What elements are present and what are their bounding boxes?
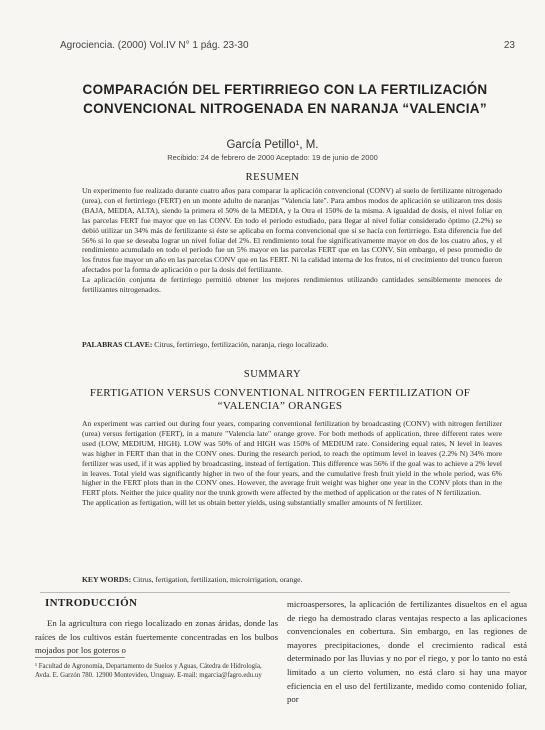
palabras-clave-label: PALABRAS CLAVE:: [82, 340, 153, 349]
summary-paragraph: An experiment was carried out during four years, comparing conventional fertilization by broadcasting (CONV) with nitrogen fertilizer (urea) versus fertigation (FERT), in a mature "Valencia late" orange grove. For both methods of application, three different rates were used (LOW, MEDIUM, HIGH). LOW was 50% of and HIGH was 150% of MEDIUM rate. Considering equal rates, N level in leaves was higher in FERT than that in the CONV ones. During the research period, to reach the optimum level in leaves (2.2% N) 34% more fertilizer was used, if it was applied by broadcasting, instead of fertigation. This difference was 56% if the goal was to achieve a 2% level in leaves. Total yield was significantly higher in two of the four years, and the cumulative fresh fruit yield in the whole period, was 6% higher in the FERT plots than in the CONV ones. However, the average fruit weight was higher one year in the CONV plots than in the FERT plots. Neither the juice quality nor the trunk growth were affected by the method of application or the rates of N fertilization.: [82, 419, 502, 498]
key-words: [82, 575, 502, 584]
author: García Petillo¹, M.: [226, 139, 319, 151]
article-title: [40, 80, 530, 118]
received-dates: Recibido: 24 de febrero de 2000 Aceptado: 19 de junio de 2000: [167, 153, 378, 162]
summary-title-line-1: FERTIGATION VERSUS CONVENTIONAL NITROGEN FERTILIZATION OF: [89, 387, 471, 399]
resumen-paragraph: Un experimento fue realizado durante cuatro años para comparar la aplicación convencional (CONV) al suelo de fertilizante nitrogenado (urea), con el fertirriego (FERT) en un monte adulto de naranjas "Valencia late". Para ambos modos de aplicación se utilizaron tres dosis (BAJA, MEDIA, ALTA), siendo la primera el 50% de la MEDIA, y la Otra el 150% de la misma. A igualdad de dosis, el nivel foliar en las parcelas FERT fue mayor que en las CONV. En todo el período estudiado, para llegar al nivel foliar considerado óptimo (2.2%) se debió utilizar un 34% más de fertilizante si éste se aplicaba en forma convencional que si se hacía con fertirriego. Esta diferencia fue del 56% si lo que se deseaba lograr un nivel foliar del 2%. El rendimiento total fue significativamente mayor en dos de los cuatro años, y el rendimiento acumulado en todo el período fue un 5% mayor en las parcelas FERT que en las CONV. Sin embargo, el peso promedio de los frutos fue mayor un año en las parcelas CONV que en las FERT. Ni la calidad interna de los frutos, ni el crecimiento del tronco fueron afectados por la forma de aplicación o por la dosis del fertilizante.: [82, 186, 502, 275]
palabras-clave: [82, 340, 502, 349]
summary-title: [80, 387, 480, 413]
introduccion-right-text: microaspersores, la aplicación de fertilizantes disueltos en el agua de riego ha demostrado claras ventajas respecto a las aplicaciones convencionales en cobertura. Sin embargo, en las regiones de mayores precipitaciones, donde el crecimiento radical está determinado por las lluvias y no por el riego, y por lo tanto no está limitado a un cierto volumen, no está claro si hay una mayor eficiencia en el uso del fertilizante, medido como contenido foliar, por: [287, 599, 527, 705]
journal-citation: Agrociencia. (2000) Vol.IV N° 1 pág. 23-30: [60, 40, 249, 51]
introduccion-left-text: En la agricultura con riego localizado en zonas áridas, donde las raíces de los cultivos están fuertemente concentradas en los bulbos mojados por los goteros o: [35, 618, 278, 656]
introduccion-right-column: [287, 598, 527, 707]
key-words-text: Citrus, fertigation, fertilization, microirrigation, orange.: [131, 575, 303, 584]
resumen-heading: RESUMEN: [245, 172, 300, 183]
resumen-body: [82, 186, 502, 295]
footnote-rule: [35, 657, 125, 658]
key-words-label: KEY WORDS:: [82, 575, 132, 584]
summary-heading: SUMMARY: [243, 369, 302, 380]
page-number: 23: [503, 40, 515, 51]
summary-paragraph: The application as fertigation, will let us obtain better yields, using substantially smaller amounts of N fertilizer.: [82, 498, 423, 508]
title-line-1: COMPARACIÓN DEL FERTIRRIEGO CON LA FERTILIZACIÓN: [82, 82, 488, 97]
summary-title-line-2: “VALENCIA” ORANGES: [217, 400, 343, 412]
section-divider: [40, 592, 510, 593]
resumen-paragraph: La aplicación conjunta de fertirriego permitió obtener los mejores rendimientos utilizando cantidades sensiblemente menores de fertilizantes nitrogenados.: [82, 275, 502, 295]
introduccion-left-column: [35, 617, 278, 658]
palabras-clave-text: Citrus, fertirriego, fertilización, naranja, riego localizado.: [152, 340, 329, 349]
summary-body: [82, 419, 502, 508]
footnote: ¹ Facultad de Agronomía, Departamento de Suelos y Aguas, Cátedra de Hidrología, Avda. E. Garzón 780. 12900 Montevideo, Uruguay. E-mail: mgarcia@fagro.edu.uy: [35, 663, 262, 679]
title-line-2: CONVENCIONAL NITROGENADA EN NARANJA “VALENCIA”: [83, 101, 487, 116]
introduccion-heading: INTRODUCCIÓN: [45, 597, 138, 609]
running-header: [60, 40, 515, 51]
